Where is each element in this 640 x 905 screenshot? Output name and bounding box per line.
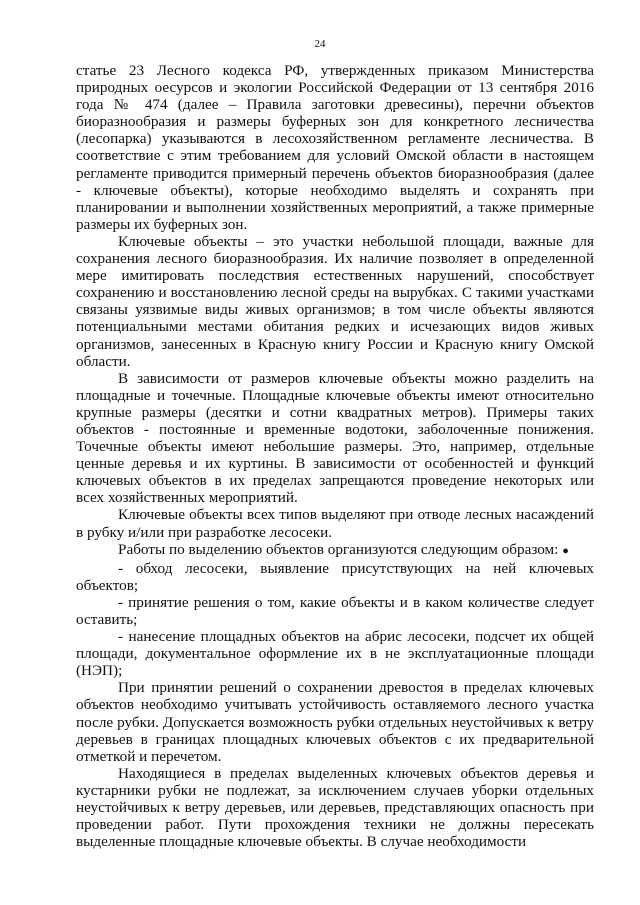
paragraph-work-organization-text: Работы по выделению объектов организуются следующим образом: <box>118 540 559 558</box>
page-number: 24 <box>314 38 326 50</box>
document-body <box>76 62 594 850</box>
paragraph-work-organization <box>76 541 594 560</box>
bullet-glyph: ● <box>562 544 569 557</box>
paragraph-key-objects-definition: Ключевые объекты – это участки небольшой площади, важные для сохранения лесного биоразнообразия. Их наличие позволяет в определенной мере имитировать последствия естественных нарушений, способствует сохранению и восстановлению лесной среды на вырубках. С такими участками связаны уязвимые виды живых организмов; в том числе объекты являются потенциальными местами обитания редких и исчезающих видов живых организмов, занесенных в Красную книгу России и Красную книгу Омской области. <box>76 232 594 370</box>
list-item: - принятие решения о том, какие объекты и в каком количестве следует оставить; <box>76 593 594 628</box>
list-item: - обход лесосеки, выявление присутствующих на ней ключевых объектов; <box>76 559 594 594</box>
list-item: - нанесение площадных объектов на абрис лесосеки, подсчет их общей площади, документальное оформление их в не эксплуатационные площади (НЭП); <box>76 628 594 680</box>
paragraph-stand-preservation: При принятии решений о сохранении древостоя в пределах ключевых объектов необходимо учитывать устойчивость оставляемого лесного участка после рубки. Допускается возможность рубки отдельных неустойчивых к ветру деревьев в границах площадных ключевых объектов с их предварительной отметкой и перечетом. <box>76 679 594 765</box>
paragraph-allocation: Ключевые объекты всех типов выделяют при отводе лесных насаждений в рубку и/или при разработке лесосеки. <box>76 506 594 541</box>
paragraph-object-types: В зависимости от размеров ключевые объекты можно разделить на площадные и точечные. Площадные ключевые объекты имеют относительно крупные размеры (десятки и сотни квадратных метров). Примеры таких объектов - постоянные и временные водотоки, заболоченные понижения. Точечные объекты имеют небольшие размеры. Это, например, отдельные ценные деревья и их куртины. В зависимости от особенностей и функций ключевых объектов в их пределах запрещаются проведение некоторых или всех хозяйственных мероприятий. <box>76 369 594 507</box>
paragraph-continuation: статье 23 Лесного кодекса РФ, утвержденных приказом Министерства природных оесурсов и экологии Российской Федерации от 13 сентября 2016 года № 474 (далее – Правила заготовки древесины), перечни объектов биоразнообразия и размеры буферных зон для конкретного лесничества (лесопарка) указываются в лесохозяйственном регламенте лесничества. В соответствие с этим требованием для условий Омской области в настоящем регламенте приводится примерный перечень объектов биоразнообразия (далее - ключевые объекты), которые необходимо выделять и сохранять при планировании и выполнении хозяйственных мероприятий, а также примерные размеры их буферных зон. <box>76 62 594 233</box>
paragraph-trees-and-shrubs: Находящиеся в пределах выделенных ключевых объектов деревья и кустарники рубки не подлежат, за исключением случаев уборки отдельных неустойчивых к ветру деревьев, или деревьев, представляющих опасность при проведении работ. Пути прохождения техники не должны пересекать выделенные площадные ключевые объекты. В случае необходимости <box>76 764 594 851</box>
